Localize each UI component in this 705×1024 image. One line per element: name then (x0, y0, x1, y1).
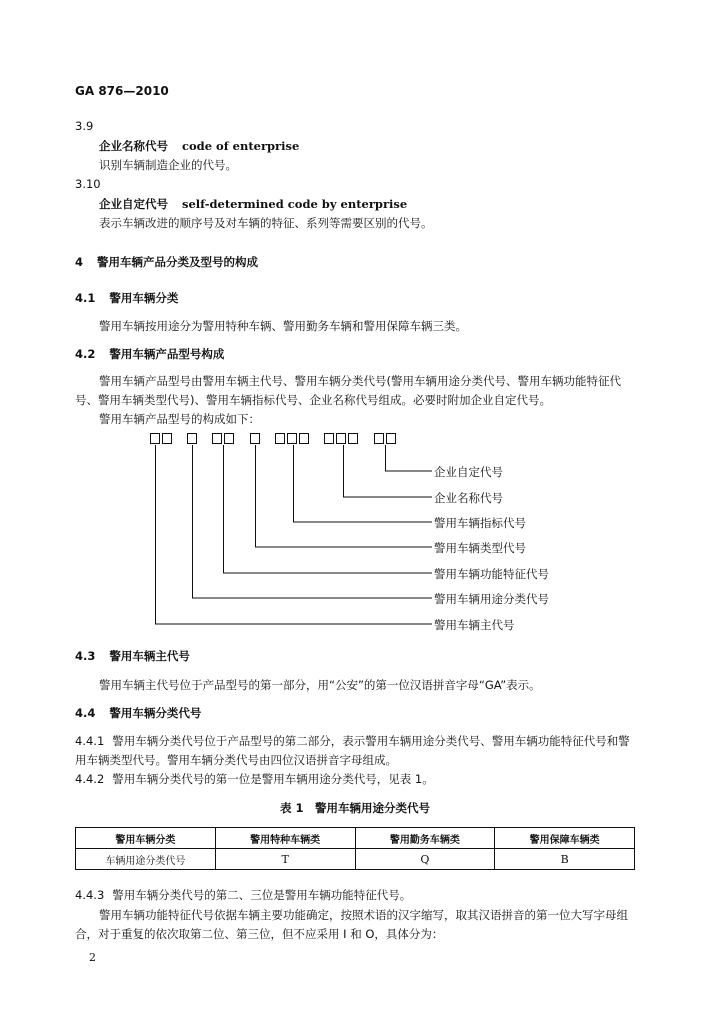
diagram-label: 企业自定代号 (434, 465, 503, 479)
heading-title: 警用车辆主代号 (109, 649, 190, 663)
heading-number: 4.2 (75, 347, 96, 361)
connector-line (386, 445, 433, 471)
heading-4-3 (75, 648, 190, 664)
clause-number: 4.4.3 (75, 888, 105, 902)
heading-number: 4.4 (75, 706, 96, 720)
body-4-4-3: 警用车辆功能特征代号依据车辆主要功能确定，按照术语的汉字缩写，取其汉语拼音的第一位大写字母组合，对于重复的依次取第二位、第三位，但不应采用 I 和 O，具体分为： (75, 908, 628, 941)
definition-3-9: 识别车辆制造企业的代号。 (99, 158, 237, 172)
table-header-row (76, 828, 635, 849)
clause-body: 警用车辆分类代号位于产品型号的第二部分，表示警用车辆用途分类代号、警用车辆功能特征代号和警用车辆类型代号。警用车辆分类代号由四位汉语拼音字母组成。 (75, 734, 630, 767)
term-cn: 企业自定代号 (99, 197, 168, 211)
clause-body: 警用车辆分类代号的第二、三位是警用车辆功能特征代号。 (112, 888, 412, 902)
body-4-3: 警用车辆主代号位于产品型号的第一部分，用“公安”的第一位汉语拼音字母“GA”表示。 (99, 678, 541, 692)
table-cell: Q (355, 849, 495, 870)
heading-title: 警用车辆产品型号构成 (109, 347, 225, 361)
connector-line (294, 445, 433, 522)
heading-number: 4 (75, 255, 84, 269)
diagram-label: 企业名称代号 (434, 491, 503, 505)
table-header-cell: 警用保障车辆类 (495, 828, 635, 849)
diagram-label: 警用车辆指标代号 (434, 516, 526, 530)
diagram-label: 警用车辆类型代号 (434, 541, 526, 555)
table-header-cell: 警用车辆分类 (76, 828, 216, 849)
clause-body: 警用车辆分类代号的第一位是警用车辆用途分类代号，见表 1。 (112, 772, 434, 786)
heading-4-4 (75, 705, 201, 721)
table-cell: T (215, 849, 355, 870)
clause-4-4-2 (75, 771, 434, 787)
diagram-label: 警用车辆主代号 (434, 618, 515, 632)
section-number-3-10: 3.10 (75, 177, 101, 191)
heading-title: 警用车辆分类 (109, 291, 179, 305)
body-4-2: 警用车辆产品型号由警用车辆主代号、警用车辆分类代号(警用车辆用途分类代号、警用车辆功能特征代号、警用车辆类型代号)、警用车辆指标代号、企业名称代号组成。必要时附加企业自定代号。 (75, 374, 621, 407)
body-4-1: 警用车辆按用途分为警用特种车辆、警用勤务车辆和警用保障车辆三类。 (99, 319, 467, 333)
heading-title: 警用车辆产品分类及型号的构成 (97, 255, 259, 269)
heading-title: 警用车辆分类代号 (109, 706, 202, 720)
table-header-cell: 警用勤务车辆类 (355, 828, 495, 849)
diagram-label: 警用车辆功能特征代号 (434, 567, 549, 581)
term-en: self-determined code by enterprise (182, 197, 408, 211)
clause-4-4-3 (75, 887, 411, 903)
term-en: code of enterprise (182, 139, 300, 153)
connector-line (224, 445, 433, 573)
page-number: 2 (89, 951, 96, 964)
table-caption: 表 1 警用车辆用途分类代号 (279, 801, 430, 815)
diagram-label: 警用车辆用途分类代号 (434, 592, 549, 606)
table-row (76, 849, 635, 870)
intro-4-2: 警用车辆产品型号的构成如下： (99, 412, 260, 426)
table-header-cell: 警用特种车辆类 (215, 828, 355, 849)
table-cell: B (495, 849, 635, 870)
definition-3-10: 表示车辆改进的顺序号及对车辆的特征、系列等需要区别的代号。 (99, 216, 433, 230)
clause-4-4-1 (75, 732, 637, 770)
heading-number: 4.1 (75, 291, 96, 305)
clause-number: 4.4.1 (75, 734, 105, 748)
clause-number: 4.4.2 (75, 772, 105, 786)
heading-number: 4.3 (75, 649, 96, 663)
term-cn: 企业名称代号 (99, 139, 168, 153)
standard-number: GA 876—2010 (75, 84, 169, 98)
section-number-3-9: 3.9 (75, 119, 94, 133)
table-1 (75, 827, 635, 870)
table-cell: 车辆用途分类代号 (76, 849, 216, 870)
